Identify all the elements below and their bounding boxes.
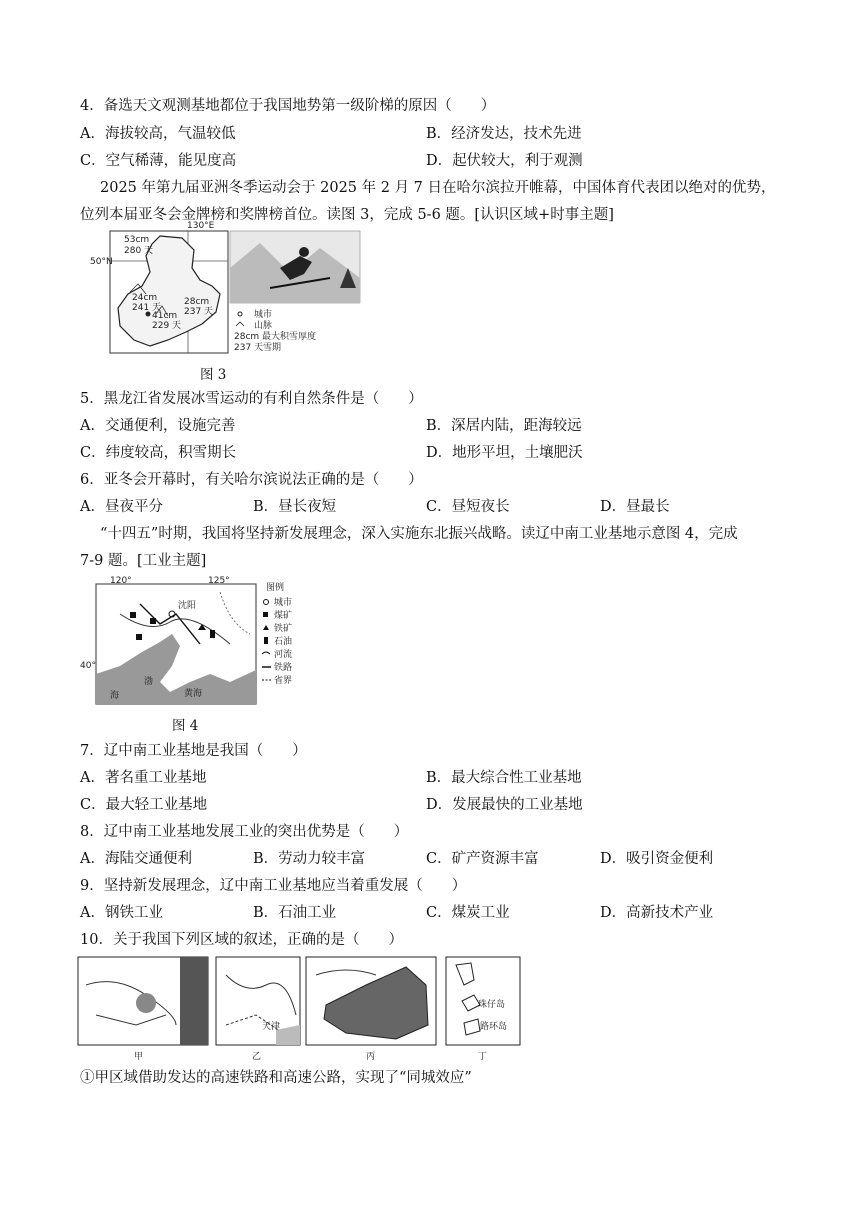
map-jia-label: 甲 [134,1052,144,1062]
q5-option-d: D．地形平坦，土壤肥沃 [426,445,583,461]
q9-option-b: B．石油工业 [253,905,337,921]
fig4-legend-iron: 铁矿 [274,624,293,634]
fig4-lat-label: 40° [80,661,96,671]
q10-maps-svg [76,955,526,1065]
q8-option-a: A．海陆交通便利 [80,851,192,867]
q8-option-d: D．吸引资金便利 [600,851,714,867]
q8-stem: 8．辽中南工业基地发展工业的突出优势是（ ） [80,824,409,840]
fig3-station3-depth: 41cm [152,311,178,321]
q5-option-b: B．深居内陆，距海较远 [426,418,582,434]
skier-illustration [230,231,360,303]
fig3-legend [234,308,316,353]
fig4-legend-coal: 煤矿 [274,611,293,621]
fig3-station4-depth: 28cm [184,297,210,307]
fig4-legend [262,581,292,686]
q10-stem: 10．关于我国下列区域的叙述，正确的是（ ） [80,932,403,948]
figure-4-caption: 图 4 [172,718,199,734]
fig3-legend-depth: 28cm 最大积雪厚度 [234,332,317,342]
q6-option-b: B．昼长夜短 [253,499,337,515]
map-bing-label: 丙 [366,1052,376,1062]
q9-option-a: A．钢铁工业 [80,905,163,921]
q7-option-b: B．最大综合性工业基地 [426,770,582,786]
fig3-lon-label: 130°E [187,221,215,231]
q7-option-a: A．著名重工业基地 [80,770,207,786]
q10-maps [76,955,526,1065]
fig3-lat-label: 50°N [90,257,113,267]
figure-3-caption: 图 3 [200,367,227,383]
figure-3-map [90,221,370,358]
map-jia [78,957,208,1062]
fig3-station1-days: 280 天 [124,246,154,256]
passage2-line1: “十四五”时期，我国将坚持新发展理念，深入实施东北振兴战略。读辽中南工业基地示意图 4，完成 [100,526,738,542]
fig4-legend-city: 城市 [274,598,293,608]
fig3-station2-days: 241 天 [132,303,162,313]
fig4-legend-railway: 铁路 [274,663,293,673]
q5-option-c: C．纬度较高，积雪期长 [80,445,237,461]
fig3-station1-depth: 53cm [124,235,150,245]
fig3-legend-mountain: 山脉 [254,321,273,331]
passage1-line2: 位列本届亚冬会金牌榜和奖牌榜首位。读图 3，完成 5-6 题。[认识区域+时事主题] [80,207,614,223]
q4-option-c: C．空气稀薄，能见度高 [80,153,237,169]
fig4-lon1-label: 120° [110,576,132,586]
map-ding-island2: 路环岛 [480,1022,508,1032]
q7-stem: 7．辽中南工业基地是我国（ ） [80,743,307,759]
fig3-station4-days: 237 天 [184,307,214,317]
figure-3 [90,221,370,358]
fig3-station3-days: 229 天 [152,321,182,331]
fig4-legend-border: 省界 [274,676,293,686]
fig4-lon2-label: 125° [208,576,230,586]
q4-option-b: B．经济发达，技术先进 [426,126,582,142]
q4-option-d: D．起伏较大，利于观测 [426,153,583,169]
fig4-legend-title: 图例 [266,583,285,593]
q5-stem: 5．黑龙江省发展冰雪运动的有利自然条件是（ ） [80,391,423,407]
q10-statement-1: ①甲区域借助发达的高速铁路和高速公路，实现了“同城效应” [80,1070,472,1086]
fig4-legend-oil: 石油 [274,637,293,647]
fig3-legend-days: 237 天雪期 [234,343,282,353]
q4-stem: 4．备选天文观测基地都位于我国地势第一级阶梯的原因（ ） [80,98,496,114]
q7-option-c: C．最大轻工业基地 [80,797,208,813]
map-yi [216,957,300,1062]
q4-option-a: A．海拔较高，气温较低 [80,126,236,142]
fig4-sea1: 渤 [144,677,154,687]
fig4-sea3: 黄海 [184,689,203,699]
q9-option-c: C．煤炭工业 [426,905,510,921]
passage1-line1: 2025 年第九届亚洲冬季运动会于 2025 年 2 月 7 日在哈尔滨拉开帷幕，中国体育代表团以绝对的优势， [100,180,776,196]
q9-stem: 9．坚持新发展理念，辽中南工业基地应当着重发展（ ） [80,878,467,894]
map-ding-island1: 珠仔岛 [478,1000,506,1010]
map-bing [306,957,436,1062]
fig3-legend-city: 城市 [254,310,273,320]
map-yi-city: 天津 [262,1022,281,1032]
q7-option-d: D．发展最快的工业基地 [426,797,583,813]
passage2-line2: 7-9 题。[工业主题] [80,553,207,569]
q9-option-d: D．高新技术产业 [600,905,714,921]
q8-option-b: B．劳动力较丰富 [253,851,366,867]
fig4-sea2: 海 [110,691,120,701]
fig4-city-label: 沈阳 [178,601,197,611]
figure-4 [80,574,320,708]
map-ding-label: 丁 [478,1052,488,1062]
q8-option-c: C．矿产资源丰富 [426,851,539,867]
q5-option-a: A．交通便利，设施完善 [80,418,236,434]
map-yi-label: 乙 [252,1052,262,1062]
fig3-station2-depth: 24cm [132,293,158,303]
map-ding [446,957,520,1062]
q6-option-c: C．昼短夜长 [426,499,510,515]
figure-4-map [80,574,320,708]
q6-option-d: D．昼最长 [600,499,670,515]
q6-option-a: A．昼夜平分 [80,499,163,515]
q6-stem: 6．亚冬会开幕时，有关哈尔滨说法正确的是（ ） [80,472,423,488]
fig4-legend-river: 河流 [274,650,293,660]
